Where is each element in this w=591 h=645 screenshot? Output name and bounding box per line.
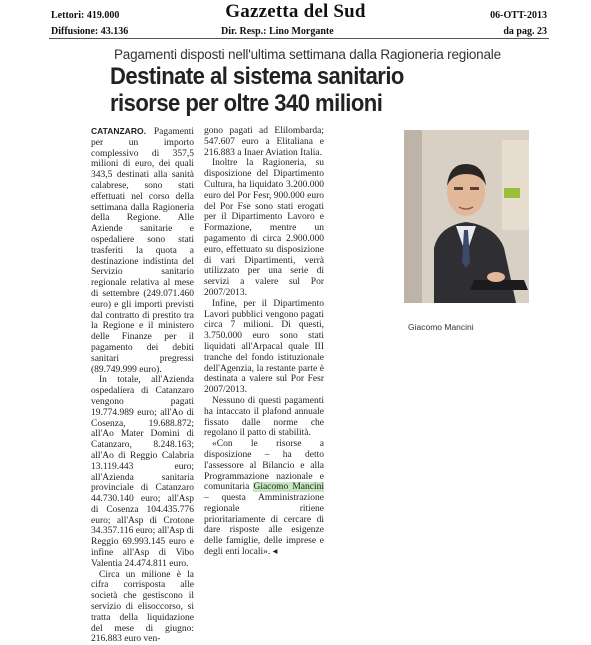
headline-line-2: risorse per oltre 340 milioni bbox=[110, 90, 383, 117]
dateline: CATANZARO. bbox=[91, 126, 146, 136]
quote-text: «Con le risorse a disposizione – ha detto l'assessore al Bilancio e alla Programmazione nazionale e comunitaria bbox=[204, 439, 324, 493]
paragraph: gono pagati ad Elilombarda; 547.607 euro a Elitaliana e 216.883 a Inaer Aviation Italia. bbox=[204, 126, 324, 158]
paragraph-text: Pagamenti per un importo complessivo di 357,5 milioni di euro, dei quali 343,5 destinati alla sanità calabrese, sono stati effettuati nel corso della settimana dalla Ragioneria della Regione. Alle Aziende sanitarie e ospedaliere sono stati trasferiti la quota a destinazione indistinta del Servizio sanitario regionale relativa al mese di settembre (249.071.460 euro) e gli importi previsti dal contratto di prestito tra la Regione e il ministero delle Finanze per il pagamento dei debiti sanitari pregressi (89.749.999 euro). bbox=[91, 127, 194, 375]
circulation-count: Diffusione: 43.136 bbox=[51, 26, 129, 37]
portrait-photo bbox=[404, 130, 529, 303]
headline-line-1: Destinate al sistema sanitario bbox=[110, 63, 404, 90]
photo-caption: Giacomo Mancini bbox=[408, 322, 474, 332]
paragraph: In totale, all'Azienda ospedaliera di Catanzaro vengono pagati 19.774.989 euro; all'Ao di Cosenza, 19.688.872; all'Ao Mater Domini di Catanzaro, 8.248.163; all'Ao di Reggio Calabria 13.119.443 euro; all'Azienda sanitaria provinciale di Catanzaro 44.730.140 euro; all'Asp di Cosenza 104.435.776 euro; all'Asp di Crotone 34.357.116 euro; all'Asp di Reggio 69.993.145 euro e infine all'Asp di Vibo Valentia 24.474.811 euro. bbox=[91, 375, 194, 569]
newspaper-masthead: Gazzetta del Sud bbox=[225, 1, 366, 22]
paragraph: Circa un milione è la cifra corrisposta alle società che gestiscono il servizio di elisoccorso, si tratta della liquidazione del mese di giugno: 216.883 euro ven- bbox=[91, 569, 194, 645]
page-reference: da pag. 23 bbox=[503, 26, 547, 37]
director-name: Dir. Resp.: Lino Morgante bbox=[221, 26, 334, 37]
article-column-2 bbox=[204, 126, 324, 558]
paragraph: Infine, per il Dipartimento Lavori pubblici vengono pagati circa 7 milioni. Di questi, 3.750.000 euro sono stati liquidati all'Arpacal quale III tranche del fondo istituzionale dell'Agenzia, la restante parte è destinata a valere sul Por Fesr 2007/2013. bbox=[204, 298, 324, 396]
header-divider bbox=[49, 38, 549, 39]
paragraph: Inoltre la Ragioneria, su disposizione del Dipartimento Cultura, ha liquidato 3.200.000 euro del Por Fesr, 900.000 euro del Por Fse sono stati erogati per il Dipartimento Lavoro e Formazione, mentre un pagamento di circa 2.900.000 euro, effettuato su disposizione di vari Dipartimenti, verrà utilizzato per una serie di servizi a valere sul Por 2007/2013. bbox=[204, 158, 324, 298]
header-row-bottom bbox=[0, 24, 591, 38]
header-row-top bbox=[0, 1, 591, 24]
paragraph bbox=[204, 439, 324, 558]
readers-count: Lettori: 419.000 bbox=[51, 10, 120, 21]
paragraph bbox=[91, 126, 194, 375]
publication-date: 06-OTT-2013 bbox=[490, 10, 547, 21]
quote-text: – questa Amministrazione regionale ritiene prioritariamente di cercare di dare risposte alle esigenze delle famiglie, delle imprese e degli enti locali». ◂ bbox=[204, 493, 324, 558]
portrait-illustration bbox=[404, 130, 529, 303]
article-column-1 bbox=[91, 126, 194, 645]
highlighted-name: Giacomo Mancini bbox=[253, 482, 325, 493]
article-kicker: Pagamenti disposti nell'ultima settimana dalla Ragioneria regionale bbox=[114, 47, 501, 62]
paragraph: Nessuno di questi pagamenti ha intaccato il plafond annuale fissato dalle norme che regolano il patto di stabilità. bbox=[204, 395, 324, 439]
